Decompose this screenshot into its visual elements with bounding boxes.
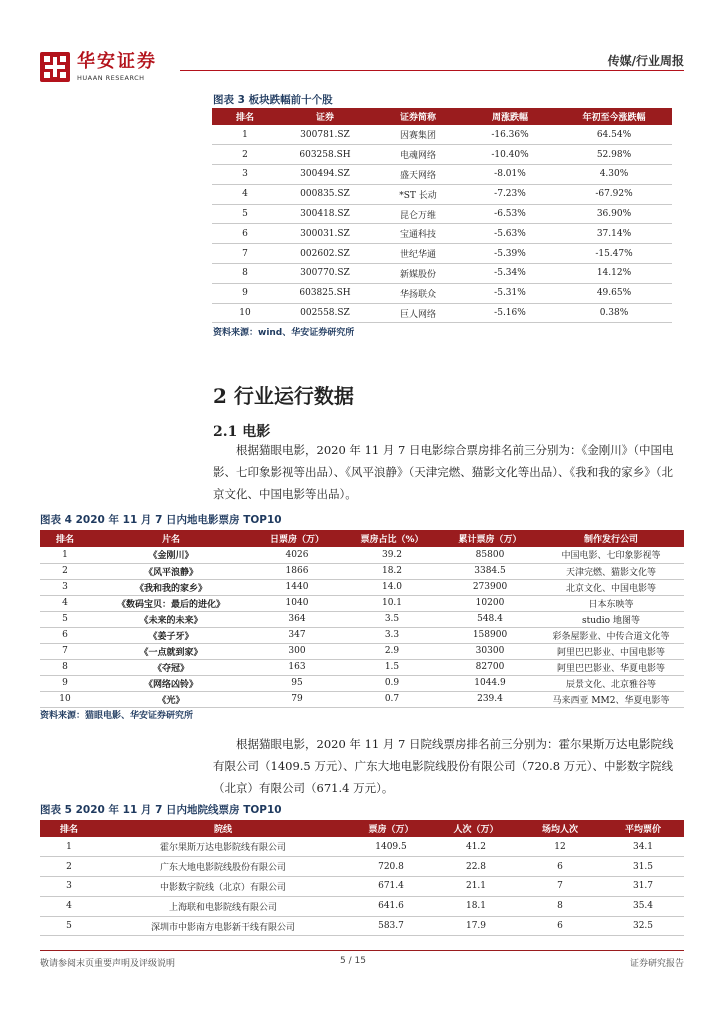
table5-cinema-boxoffice [40,820,684,936]
table-cell: 300031.SZ [278,224,372,244]
footer-report-type: 证券研究报告 [629,959,684,969]
table5-caption: 图表 5 2020 年 11 月 7 日内地院线票房 TOP10 [40,804,282,816]
table-cell: -8.01% [464,165,556,185]
film-summary-paragraph: 根据猫眼电影，2020 年 11 月 7 日电影综合票房排名前三分别为：《金刚川》（中国电影、七印象影视等出品）、《风平浪静》（天津完燃、猫影文化等出品）、《我和我的家乡》（北京文化、中国电影等出品）。 [213,443,674,501]
table-cell: -5.31% [464,283,556,303]
table4-header-cell: 日票房（万） [252,530,342,547]
table-cell: 9 [40,675,90,691]
table-row [40,659,684,675]
table-cell: 1440 [252,579,342,595]
table-row [212,204,672,224]
table4-header-row [40,530,684,547]
table-cell: 32.5 [602,916,684,936]
table-cell: 10.1 [342,595,442,611]
table-cell: 273900 [442,579,538,595]
table5-header-cell: 排名 [40,820,98,837]
table-cell: 5 [40,916,98,936]
table-cell: 《金刚川》 [90,547,252,563]
table-cell: 14.12% [556,264,672,284]
table-cell: 4 [40,896,98,916]
table-cell: 671.4 [348,877,434,897]
table-cell: 《光》 [90,691,252,707]
table-cell: 300770.SZ [278,264,372,284]
table-cell: 3 [40,579,90,595]
table-cell: 1 [40,837,98,857]
report-category: 传媒/行业周报 [607,54,684,68]
table-cell: 3384.5 [442,563,538,579]
table-cell: 6 [518,916,602,936]
table-row [212,165,672,185]
table-cell: 《网络凶铃》 [90,675,252,691]
table4-source: 资料来源：猫眼电影、华安证券研究所 [40,711,194,721]
table-cell: 347 [252,627,342,643]
table-cell: 21.1 [434,877,518,897]
table-cell: 6 [212,224,278,244]
table-cell: 36.90% [556,204,672,224]
table-cell: 1409.5 [348,837,434,857]
table-cell: 85800 [442,547,538,563]
table4-body [40,547,684,707]
table-row [212,184,672,204]
table-cell: 辰景文化、北京雅谷等 [538,675,684,691]
table-cell: 603825.SH [278,283,372,303]
table-row [40,896,684,916]
table-cell: -67.92% [556,184,672,204]
table-cell: 6 [40,627,90,643]
table-cell: 阿里巴巴影业、中国电影等 [538,643,684,659]
table-cell: 5 [40,611,90,627]
logo-text: 华安证券 [77,51,157,72]
table-row [40,627,684,643]
table-cell: 22.8 [434,857,518,877]
table-cell: 日本东映等 [538,595,684,611]
table-cell: 7 [40,643,90,659]
table-cell: 17.9 [434,916,518,936]
table-cell: 30300 [442,643,538,659]
table-cell: 中国电影、七印象影视等 [538,547,684,563]
table-cell: 82700 [442,659,538,675]
table-cell: 1040 [252,595,342,611]
table-cell: 马来西亚 MM2、华夏电影等 [538,691,684,707]
table-cell: 9 [212,283,278,303]
table-row [40,837,684,857]
table-row [212,145,672,165]
table-cell: 盛天网络 [372,165,464,185]
table-cell: 彩条屋影业、中传合道文化等 [538,627,684,643]
table3-caption: 图表 3 板块跌幅前十个股 [213,94,333,106]
table-row [40,857,684,877]
table-cell: 北京文化、中国电影等 [538,579,684,595]
table-cell: 4026 [252,547,342,563]
table-cell: 霍尔果斯万达电影院线有限公司 [98,837,348,857]
table-cell: 364 [252,611,342,627]
table5-header-cell: 人次（万） [434,820,518,837]
table-cell: 64.54% [556,125,672,145]
table-cell: 0.7 [342,691,442,707]
table-cell: 49.65% [556,283,672,303]
table4-caption: 图表 4 2020 年 11 月 7 日内地电影票房 TOP10 [40,514,282,526]
table-cell: 《未来的未来》 [90,611,252,627]
table-cell: 1866 [252,563,342,579]
table-cell: 8 [40,659,90,675]
table-cell: -15.47% [556,244,672,264]
table-cell: 《我和我的家乡》 [90,579,252,595]
table-cell: 300 [252,643,342,659]
table5-header-cell: 平均票价 [602,820,684,837]
table-cell: -10.40% [464,145,556,165]
table-cell: 641.6 [348,896,434,916]
table-cell: 158900 [442,627,538,643]
table-cell: 8 [518,896,602,916]
table-cell: 昆仑万维 [372,204,464,224]
table-row [40,643,684,659]
table-cell: 239.4 [442,691,538,707]
table-cell: 603258.SH [278,145,372,165]
table-cell: -5.63% [464,224,556,244]
table-cell: 163 [252,659,342,675]
table-row [40,595,684,611]
table-cell: 95 [252,675,342,691]
table5-header-row [40,820,684,837]
table-cell: 宝通科技 [372,224,464,244]
footer-divider [40,950,684,951]
footer-disclaimer: 敬请参阅末页重要声明及评级说明 [40,959,176,969]
table-row [212,125,672,145]
table-cell: 《姜子牙》 [90,627,252,643]
table-cell: 002558.SZ [278,303,372,323]
page-number: 5 / 15 [340,956,366,966]
table-cell: 中影数字院线（北京）有限公司 [98,877,348,897]
table-row [40,579,684,595]
table-cell: 300418.SZ [278,204,372,224]
table-row [40,547,684,563]
table-cell: 华扬联众 [372,283,464,303]
table-cell: 3.3 [342,627,442,643]
table-cell: *ST 长动 [372,184,464,204]
table-cell: 10200 [442,595,538,611]
table4-header-cell: 排名 [40,530,90,547]
table-cell: 002602.SZ [278,244,372,264]
table-cell: 7 [212,244,278,264]
table-cell: 300781.SZ [278,125,372,145]
table-cell: -7.23% [464,184,556,204]
table-cell: -6.53% [464,204,556,224]
table-row [40,916,684,936]
table-row [212,303,672,323]
table4-header-cell: 票房占比（%） [342,530,442,547]
table-cell: 巨人网络 [372,303,464,323]
table-cell: 1 [40,547,90,563]
table3-source: 资料来源：wind、华安证券研究所 [213,328,355,338]
table-cell: 3 [212,165,278,185]
table5-body [40,837,684,936]
page-header [40,44,684,90]
table4-header-cell: 片名 [90,530,252,547]
table-cell: 18.2 [342,563,442,579]
table-cell: 1044.9 [442,675,538,691]
table-row [40,675,684,691]
table-row [212,264,672,284]
table-row [212,224,672,244]
table-cell: 7 [518,877,602,897]
table-cell: studio 地图等 [538,611,684,627]
huaan-logo-icon [40,52,70,82]
table-cell: 《风平浪静》 [90,563,252,579]
table-cell: 天津完燃、猫影文化等 [538,563,684,579]
table-cell: 14.0 [342,579,442,595]
table-cell: 《一点就到家》 [90,643,252,659]
table-cell: -5.16% [464,303,556,323]
table-row [40,563,684,579]
table-cell: 因赛集团 [372,125,464,145]
table-row [212,244,672,264]
table-cell: 10 [212,303,278,323]
table3-header-cell: 年初至今涨跌幅 [556,108,672,125]
table-cell: 6 [518,857,602,877]
table-cell: 2.9 [342,643,442,659]
table-cell: 4.30% [556,165,672,185]
table-cell: 电魂网络 [372,145,464,165]
table-cell: 5 [212,204,278,224]
table-cell: 8 [212,264,278,284]
table-cell: 1.5 [342,659,442,675]
table-cell: 上海联和电影院线有限公司 [98,896,348,916]
logo-subtext: HUAAN RESEARCH [77,74,145,82]
table-cell: 31.5 [602,857,684,877]
table5-header-cell: 场均人次 [518,820,602,837]
table-row [40,611,684,627]
table-cell: 新媒股份 [372,264,464,284]
table-cell: 34.1 [602,837,684,857]
table-row [40,877,684,897]
table-cell: 720.8 [348,857,434,877]
table-cell: 18.1 [434,896,518,916]
table3-header-cell: 周涨跌幅 [464,108,556,125]
table-cell: 3.5 [342,611,442,627]
table-cell: 35.4 [602,896,684,916]
table-cell: 52.98% [556,145,672,165]
header-divider [180,70,684,71]
table-cell: 阿里巴巴影业、华夏电影等 [538,659,684,675]
table-cell: 548.4 [442,611,538,627]
table-cell: -5.34% [464,264,556,284]
table3-header-row [212,108,672,125]
table-cell: 583.7 [348,916,434,936]
table-row [212,283,672,303]
subsection-heading: 2.1 电影 [213,424,271,440]
table-cell: 0.38% [556,303,672,323]
table-cell: 31.7 [602,877,684,897]
table-cell: 10 [40,691,90,707]
table4-header-cell: 累计票房（万） [442,530,538,547]
table-cell: 2 [40,857,98,877]
table3-header-cell: 证券简称 [372,108,464,125]
table-cell: 世纪华通 [372,244,464,264]
section-heading: 2 行业运行数据 [213,384,354,408]
table-cell: 深圳市中影南方电影新干线有限公司 [98,916,348,936]
table-cell: 12 [518,837,602,857]
table-row [40,691,684,707]
table-cell: 000835.SZ [278,184,372,204]
table-cell: 《夺冠》 [90,659,252,675]
table-cell: 1 [212,125,278,145]
table-cell: -16.36% [464,125,556,145]
cinema-summary-paragraph: 根据猫眼电影，2020 年 11 月 7 日院线票房排名前三分别为：霍尔果斯万达电影院线有限公司（1409.5 万元）、广东大地电影院线股份有限公司（720.8 万元）、中影数字院线（北京）有限公司（671.4 万元）。 [213,737,674,795]
table3-decliners [212,108,672,323]
table-cell: 2 [40,563,90,579]
table-cell: 37.14% [556,224,672,244]
table-cell: 广东大地电影院线股份有限公司 [98,857,348,877]
table-cell: 41.2 [434,837,518,857]
table3-header-cell: 排名 [212,108,278,125]
table4-film-boxoffice [40,530,684,708]
table-cell: 3 [40,877,98,897]
table-cell: 300494.SZ [278,165,372,185]
table5-header-cell: 票房（万） [348,820,434,837]
table-cell: -5.39% [464,244,556,264]
table-cell: 0.9 [342,675,442,691]
table-cell: 《数码宝贝：最后的进化》 [90,595,252,611]
table-cell: 79 [252,691,342,707]
table-cell: 4 [40,595,90,611]
table5-header-cell: 院线 [98,820,348,837]
table3-header-cell: 证券 [278,108,372,125]
table-cell: 39.2 [342,547,442,563]
table-cell: 2 [212,145,278,165]
table4-header-cell: 制作发行公司 [538,530,684,547]
table-cell: 4 [212,184,278,204]
table3-body [212,125,672,323]
